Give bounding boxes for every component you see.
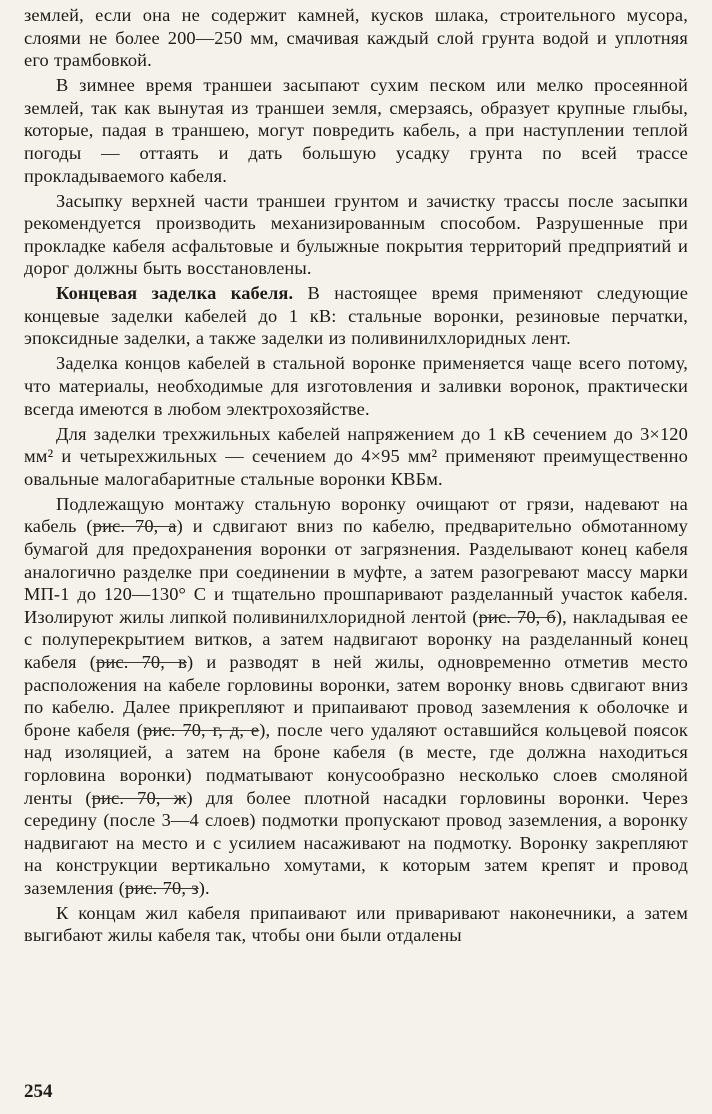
paragraph-text: ) для более плотной насадки горловины воронки. Через середину (после 3—4 слоев) подмотки пропускают провод заземления, а воронку надвигают на место и с усилием насаживают на подмотку. Воронку закрепляют на конструкции вертикально хомутами, к которым затем крепят и провод заземления ( — [24, 787, 689, 898]
body-text — [24, 4, 688, 949]
paragraph-text: В настоящее время применяют следующие концевые заделки кабелей до 1 кВ: стальные воронки, резиновые перчатки, эпоксидные заделки, а также заделки из поливинилхлоридных лент. — [24, 283, 689, 349]
paragraph-text: Подлежащую монтажу стальную воронку очищают от грязи, надевают на кабель ( — [24, 493, 688, 537]
section-paragraph — [24, 282, 688, 350]
section-heading: Концевая заделка кабеля. — [56, 283, 294, 304]
page-number: 254 — [24, 1081, 53, 1102]
figure-reference: рис. 70, з — [125, 877, 199, 898]
figure-reference: рис. 70, ж — [91, 787, 187, 808]
paragraph: землей, если она не содержит камней, кусков шлака, строительного мусора, слоями не более 200—250 мм, смачивая каждый слой грунта водой и уплотняя его трамбовкой. — [24, 5, 688, 71]
paragraph-text: ), накладывая ее с полуперекрытием витков, а затем надвигают воронку на разделанный конец кабеля ( — [24, 606, 689, 672]
paragraph: Для заделки трехжильных кабелей напряжением до 1 кВ сечением до 3×120 мм² и четырехжильных — сечением до 4×95 мм² применяют преимущественно овальные малогабаритные стальные воронки КВБм. — [24, 423, 688, 489]
paragraph: К концам жил кабеля припаивают или приваривают наконечники, а затем выгибают жилы кабеля так, чтобы они были отдалены — [24, 902, 688, 946]
paragraph: Засыпку верхней части траншеи грунтом и зачистку трассы после засыпки рекомендуется производить механизированным способом. Разрушенные при прокладке кабеля асфальтовые и булыжные покрытия территорий предприятий и дорог должны быть восстановлены. — [24, 190, 688, 279]
figure-reference: рис. 70, в — [96, 651, 187, 672]
paragraph-text: ) и сдвигают вниз по кабелю, предварительно обмотанному бумагой для предохранения воронки от загрязнения. Разделывают конец кабеля аналогично разделке при соединении в муфте, а затем разогревают массу марки МП-1 до 120—130° С и тщательно прошпаривают разделанный участок кабеля. Изолируют жилы липкой поливинилхлоридной лентой ( — [24, 516, 688, 627]
paragraph: В зимнее время траншеи засыпают сухим песком или мелко просеянной землей, так как вынутая из траншеи земля, смерзаясь, образует крупные глыбы, которые, падая в траншею, могут повредить кабель, а при наступлении теплой погоды — оттаять и дать большую усадку грунта по всей трассе прокладываемого кабеля. — [24, 75, 688, 186]
figure-reference: рис. 70, г, д, е — [143, 719, 260, 740]
paragraph: Заделка концов кабелей в стальной воронке применяется чаще всего потому, что материалы, необходимые для изготовления и заливки воронок, практически всегда имеются в любом электрохозяйстве. — [24, 353, 688, 419]
figure-reference: рис. 70, б — [478, 606, 556, 627]
figure-reference: рис. 70, а — [92, 516, 177, 537]
paragraph — [24, 493, 688, 900]
paragraph-text: ). — [198, 877, 210, 898]
paragraph-text: ) и разводят в ней жилы, одновременно отметив место расположения на кабеле горловины воронки, затем воронку вновь сдвигают вниз по кабелю. Далее прикрепляют и припаивают провод заземления к оболочке и броне кабеля ( — [24, 651, 688, 740]
paragraph-text: ), после чего удаляют оставшийся кольцевой поясок над изоляцией, а затем на броне кабеля (в месте, где должна находиться горловина воронки) подматывают конусообразно несколько слоев смоляной ленты ( — [24, 719, 689, 808]
